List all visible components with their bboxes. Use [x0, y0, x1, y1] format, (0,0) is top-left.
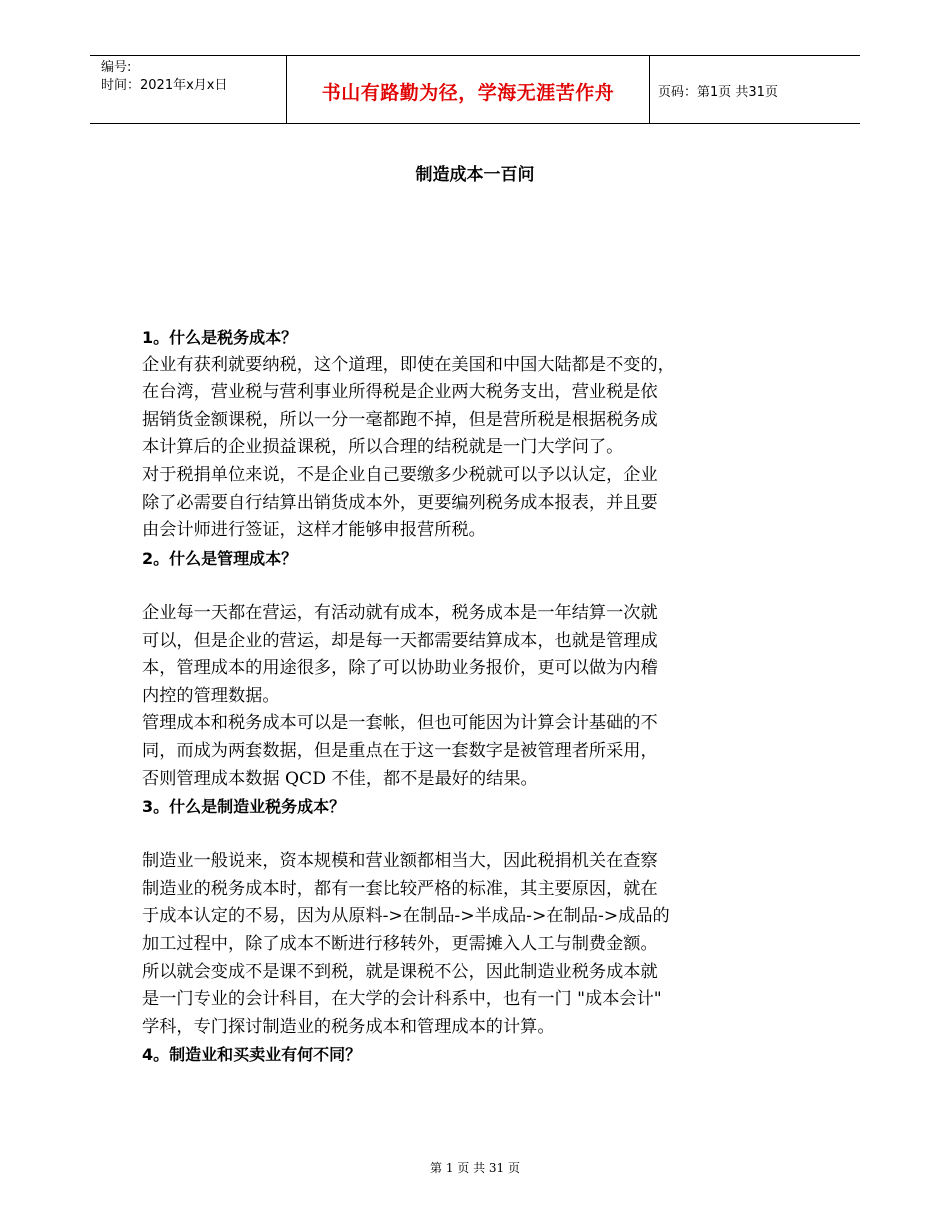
- paragraph-line: 对于税捐单位来说，不是企业自己要缴多少税就可以予以认定，企业: [142, 464, 658, 485]
- paragraph-line: 所以就会变成不是课不到税，就是课税不公，因此制造业税务成本就: [142, 961, 658, 982]
- paragraph-line: 内控的管理数据。: [142, 685, 280, 706]
- paragraph-line: 企业每一天都在营运，有活动就有成本，税务成本是一年结算一次就: [142, 602, 658, 623]
- question-2: 2。什么是管理成本？: [142, 548, 298, 568]
- header-table: [90, 55, 860, 124]
- header-info-cell: [90, 56, 287, 123]
- blank-line: [142, 572, 802, 600]
- paragraph-line: 可以，但是企业的营运，却是每一天都需要结算成本，也就是管理成: [142, 630, 658, 651]
- paragraph-line: 同，而成为两套数据，但是重点在于这一套数字是被管理者所采用，: [142, 740, 658, 761]
- paragraph-line: 学科，专门探讨制造业的税务成本和管理成本的计算。: [142, 1016, 555, 1037]
- motto: 书山有路勤为径，学海无涯苦作舟: [321, 82, 615, 104]
- paragraph-line: 是一门专业的会计科目，在大学的会计科系中，也有一门 "成本会计": [142, 989, 662, 1010]
- question-1: 1。什么是税务成本？: [142, 328, 298, 347]
- paragraph-line: 除了必需要自行结算出销货成本外，更要编列税务成本报表，并且要: [142, 492, 658, 513]
- paragraph-line: 企业有获利就要纳税，这个道理，即使在美国和中国大陆都是不变的，: [142, 354, 675, 375]
- blank-line: [142, 821, 802, 849]
- document-body: [142, 324, 802, 1069]
- number-label: 编号:: [101, 60, 132, 75]
- page-code: 页码：第1页 共31页: [658, 85, 778, 100]
- paragraph-line: 制造业一般说来，资本规模和营业额都相当大，因此税捐机关在查察: [142, 851, 658, 872]
- paragraph-line: 本计算后的企业损益课税，所以合理的结税就是一门大学问了。: [142, 437, 624, 458]
- paragraph-line: 据销货金额课税，所以一分一毫都跑不掉，但是营所税是根据税务成: [142, 409, 658, 430]
- document-title: 制造成本一百问: [415, 165, 535, 185]
- paragraph-line: 否则管理成本数据 QCD 不佳，都不是最好的结果。: [142, 768, 538, 789]
- date-label: 时间：2021年x月x日: [101, 78, 228, 93]
- paragraph-line: 于成本认定的不易，因为从原料->在制品->半成品->在制品->成品的: [142, 906, 670, 927]
- paragraph-line: 由会计师进行签证，这样才能够申报营所税。: [142, 520, 486, 541]
- paragraph-line: 管理成本和税务成本可以是一套帐，但也可能因为计算会计基础的不: [142, 713, 658, 734]
- header-motto-cell: [287, 56, 650, 123]
- paragraph-line: 制造业的税务成本时，都有一套比较严格的标准，其主要原因，就在: [142, 878, 658, 899]
- page-footer: 第 1 页 共 31 页: [430, 1161, 520, 1175]
- header-page-cell: [650, 56, 860, 123]
- paragraph-line: 加工过程中，除了成本不断进行移转外，更需摊入人工与制费金额。: [142, 934, 658, 955]
- question-3: 3。什么是制造业税务成本？: [142, 797, 346, 817]
- question-4: 4。制造业和买卖业有何不同？: [142, 1045, 362, 1065]
- paragraph-line: 在台湾，营业税与营利事业所得税是企业两大税务支出，营业税是依: [142, 382, 658, 403]
- paragraph-line: 本，管理成本的用途很多，除了可以协助业务报价，更可以做为内稽: [142, 658, 658, 679]
